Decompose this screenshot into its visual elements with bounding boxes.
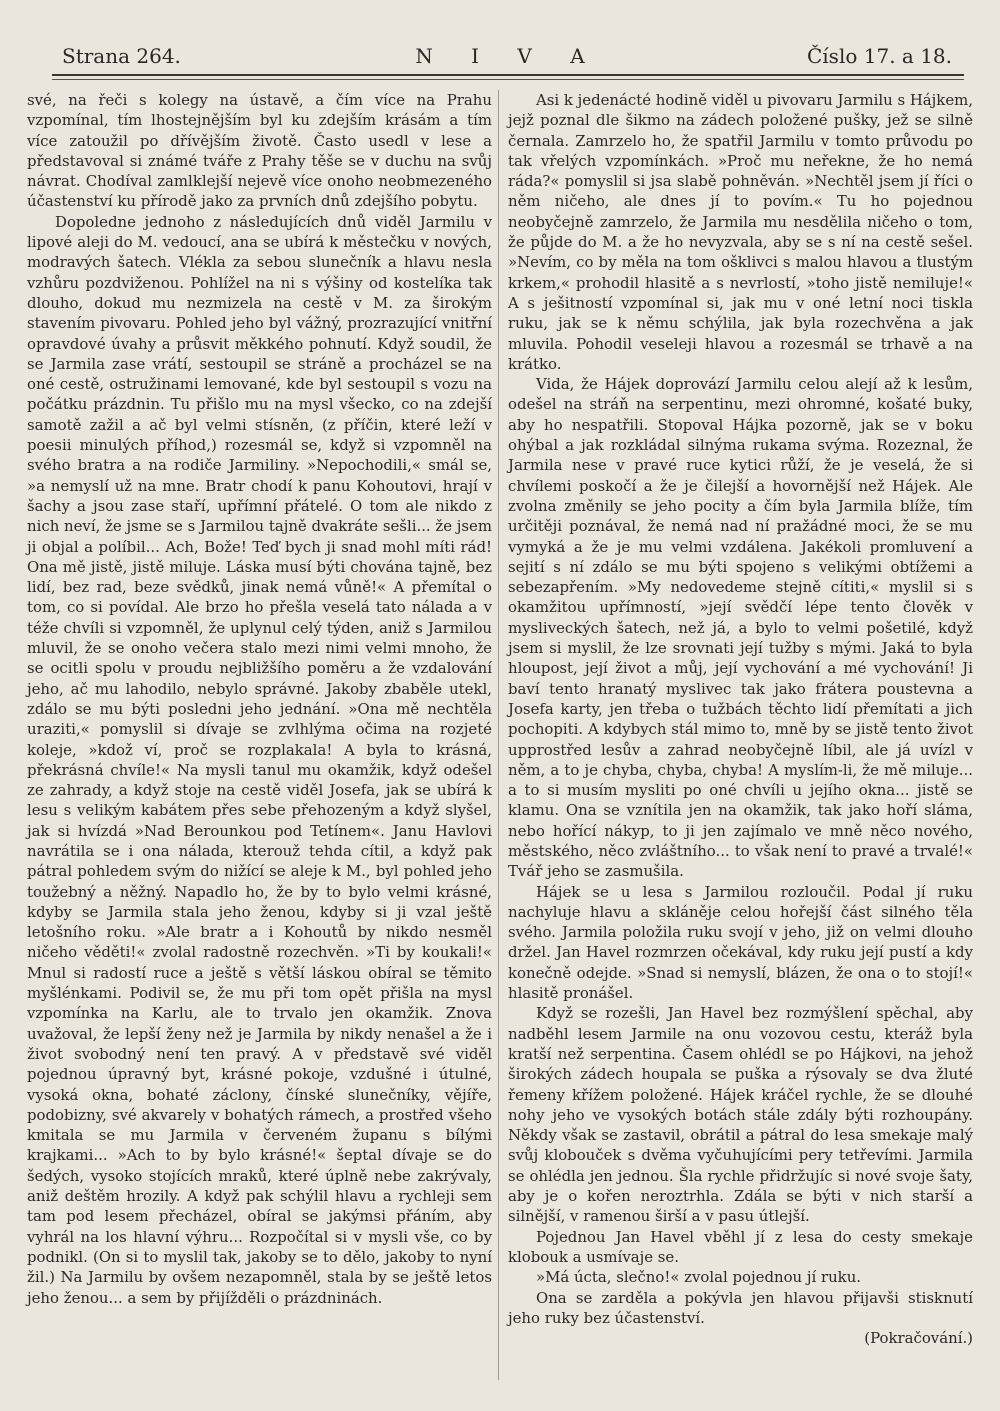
- magazine-title: N I V A: [415, 44, 601, 68]
- paragraph: své, na řeči s kolegy na ústavě, a čím více na Prahu vzpomínal, tím lhostejnějším byl ku zdejším krásám a tím více zatoužil po dřívějším životě. Často usedl v lese a představoval si známé tváře z Prahy těše se v duchu na svůj návrat. Chodíval zamlklejší nejevě více onoho neobmezeného účastenství ku přírodě jako za prvních dnů zdejšího pobytu.: [27, 91, 492, 211]
- paragraph: Dopoledne jednoho z následujících dnů viděl Jarmilu v lipové aleji do M. vedoucí, ana se ubírá k městečku v nových, modravých šatech. Vlékla za sebou slunečník a hlavu nesla vzhůru pozdviženou. Pohlížel na ni s výšiny od kostelíka tak dlouho, dokud mu nezmizela na cestě v M. za širokým stavením pivovaru. Pohled jeho byl vážný, prozrazující vnitřní opravdové úvahy a průsvit měkkého pohnutí. Když soudil, že se Jarmila zase vrátí, sestoupil se stráně a procházel se na oné cestě, ostružinami lemované, kde byl sestoupil s vozu na počátku prázdnin. Tu přišlo mu na mysl všecko, co na zdejší samotě zažil a ač byl velmi stísněn, (z příčin, které leží v poesii minulých příhod,) rozesmál se, když si vzpomněl na svého bratra a na rodiče Jarmiliny. »Nepochodili,« smál se, »a nemyslí už na mne. Bratr chodí k panu Kohoutovi, hrají v šachy a jsou zase staří, upřímní přátelé. O tom ale nikdo z nich neví, že jsme se s Jarmilou tajně dvakráte sešli... že jsem ji objal a políbil... Ach, Bože! Teď bych ji snad mohl míti rád! Ona mě jistě, jistě miluje. Láska musí býti chována tajně, bez lidí, bez rad, beze svědků, jinak nemá vůně!« A přemítal o tom, co si povídal. Ale brzo ho přešla veselá tato nálada a v téže chvíli si vzpomněl, že uplynul celý týden, aniž s Jarmilou mluvil, že se onoho večera stalo mezi nimi velmi mnoho, že se ocitli spolu v proudu nejbližšího poměru a že vzdalování jeho, ač mu lahodilo, nebylo správné. Jakoby zbaběle utekl, zdálo se mu býti posledni jeho jednání. »Ona mě nechtěla uraziti,« pomyslil si dívaje se zvlhlýma očima na rozjeté koleje, »kdož ví, proč se rozplakala! A byla to krásná, překrásná chvíle!« Na mysli tanul mu okamžik, když odešel ze zahrady, a když stoje na cestě viděl Josefa, jak se ubírá k lesu s velikým kabátem přes sebe přehozeným a když slyšel, jak si hvízdá »Nad Berounkou pod Tetínem«. Janu Havlovi navrátila se i ona nálada, kterouž tehda cítil, a když pak pátral pohledem svým do nižící se aleje k M., byl pohled jeho toužebný a něžný. Napadlo ho, že by to bylo velmi krásné, kdyby se Jarmila stala jeho ženou, kdyby si ji vzal ještě letošního roku. »Ale bratr a i Kohoutů by nikdo nesměl ničeho věděti!« zvolal radostně rozechvěn. »Ti by koukali!« Mnul si radostí ruce a ještě s větší láskou obíral se těmito myšlénkami. Podivil se, že mu při tom opět přišla na mysl vzpomínka na Karlu, ale to trvalo jen okamžik. Znova uvažoval, že lepší ženy než je Jarmila by nikdy nenašel a že i život svobodný není ten pravý. A v představě své viděl pojednou úpravný byt, krásné pokoje, vzdušné i útulné, vysoká okna, bohaté záclony, čínské slunečníky, vějíře, podobizny, své akvarely v bohatých rámech, a prostřed všeho kmitala se mu Jarmila v červeném županu s bílými krajkami... »Ach to by bylo krásné!« šeptal dívaje se do šedých, vysoko stojících mraků, které úplně nebe zakrývaly, aniž deštěm hrozily. A když pak schýlil hlavu a rychleji sem tam pod lesem přecházel, obíral se jakýmsi přáním, aby vyhrál na los hlavní výhru... Rozpočítal si v mysli vše, co by podnikl. (On si to myslil tak, jakoby se to dělo, jakoby to nyní žil.) Na Jarmilu by ovšem nezapomněl, stala by se ještě letos jeho ženou... a sem by přijížděli o prázdninách.: [27, 212, 492, 1307]
- paragraph: Hájek se u lesa s Jarmilou rozloučil. Podal jí ruku nachyluje hlavu a skláněje celou hořejší část silného těla svého. Jarmila položila ruku svojí v jeho, již on velmi dlouho držel. Jan Havel rozmrzen očekával, kdy ruku její pustí a kdy konečně odejde. »Snad si nemyslí, blázen, že ona o to stojí!« hlasitě pronášel.: [508, 882, 973, 1003]
- page-number: Strana 264.: [62, 44, 181, 68]
- paragraph: Když se rozešli, Jan Havel bez rozmýšlení spěchal, aby nadběhl lesem Jarmile na onu vozovou cestu, kteráž byla kratší než serpentina. Časem ohlédl se po Hájkovi, na jehož širokých zádech houpala se puška a rýsovaly se dva žluté řemeny křížem položené. Hájek kráčel rychle, že se dlouhé nohy jeho ve vysokých botách stále zdály býti rozhoupány. Někdy však se zastavil, obrátil a pátral do lesa smekaje malý svůj klobouček s dvěma vyčuhujícími pery tetřevími. Jarmila se ohlédla jen jednou. Šla rychle přidržujíc si nové svoje šaty, aby je o kořen neroztrhla. Zdála se býti v nich starší a silnější, v ramenou širší a v pasu útlejší.: [508, 1004, 973, 1226]
- paragraph: Pojednou Jan Havel vběhl jí z lesa do cesty smekaje klobouk a usmívaje se.: [508, 1227, 973, 1266]
- paragraph: Asi k jedenácté hodině viděl u pivovaru Jarmilu s Hájkem, jejž poznal dle šikmo na zádech položené pušky, jež se silně černala. Zamrzelo ho, že spatřil Jarmilu v tomto průvodu po tak vřelých vzpomínkách. »Proč mu neřekne, že ho nemá ráda?« pomyslil si jsa slabě pohněván. »Nechtěl jsem jí říci o něm ničeho, ale dnes jí to povím.« Tu ho pojednou neobyčejně zamrzelo, že Jarmila mu nesdělila ničeho o tom, že půjde do M. a že ho nevyzvala, aby se s ní na cestě sešel. »Nevím, co by měla na tom ošklivci s malou hlavou a tlustým krkem,« prohodil hlasitě a s nevrlostí, »toho jistě nemiluje!« A s ješitností vzpomínal si, jak mu v oné letní noci tiskla ruku, jak se k němu schýlila, jak byla rozechvěna a jak mluvila. Pohodil veseleji hlavou a rozesmál se trhavě a na krátko.: [508, 91, 973, 373]
- column-divider: [498, 90, 499, 1380]
- header-rule-thin: [52, 79, 964, 80]
- header-rule: [52, 74, 964, 76]
- paragraph: Ona se zarděla a pokývla jen hlavou přijavši stisknutí jeho ruky bez účastenství.: [508, 1288, 973, 1327]
- continuation-note: (Pokračování.): [864, 1329, 973, 1348]
- paragraph: »Má úcta, slečno!« zvolal pojednou jí ruku.: [536, 1268, 862, 1287]
- page-header: [0, 36, 1000, 76]
- left-column: [27, 90, 492, 1308]
- paragraph: Vida, že Hájek doprovází Jarmilu celou alejí až k lesům, odešel na stráň na serpentinu, mezi ohromné, košaté buky, aby ho nespatřili. Stopoval Hájka pozorně, jak se v boku ohýbal a jak rozkládal silnýma rukama svýma. Rozeznal, že Jarmila nese v pravé ruce kytici růží, že je veselá, že si chvílemi poskočí a že je čilejší a hovornější než Hájek. Ale zvolna změnily se jeho pocity a čím byla Jarmila blíže, tím určitěji poznával, že nemá nad ní pražádné moci, že se mu vymyká a že je mu velmi vzdálena. Jakékoli promluvení a sejití s ní zdálo se mu býti spojeno s velikými obtížemi a sebezapřením. »My nedovedeme stejně cítiti,« myslil si s okamžitou upřímností, »její svědčí lépe tento člověk v mysliveckých šatech, než já, a bylo to velmi pošetilé, když jsem si myslil, že lze srovnati její tužby s mými. Jaká to byla hloupost, její život a můj, její vychování a mé vychování! Ji baví tento hranatý myslivec tak jako frátera poustevna a Josefa karty, jen třeba o tužbách těchto lidí přemítati a jich pochopiti. A kdybych stál mimo to, mně by se jistě tento život upprostřed lesův a zahrad neobyčejně líbil, ale já uvízl v něm, a to je chyba, chyba, chyba! A myslím-li, že mě miluje... a to si musím mysliti po oné chvíli u jejího okna... jistě se klamu. Ona se vznítila jen na okamžik, tak jako hoří sláma, nebo hořící nákyp, to ji jen zajímalo ve mně něco nového, městského, něco zvláštního... to však není to pravé a trvalé!« Tvář jeho se zasmušila.: [508, 375, 973, 881]
- right-column: [508, 90, 973, 1348]
- issue-number: Číslo 17. a 18.: [806, 44, 952, 68]
